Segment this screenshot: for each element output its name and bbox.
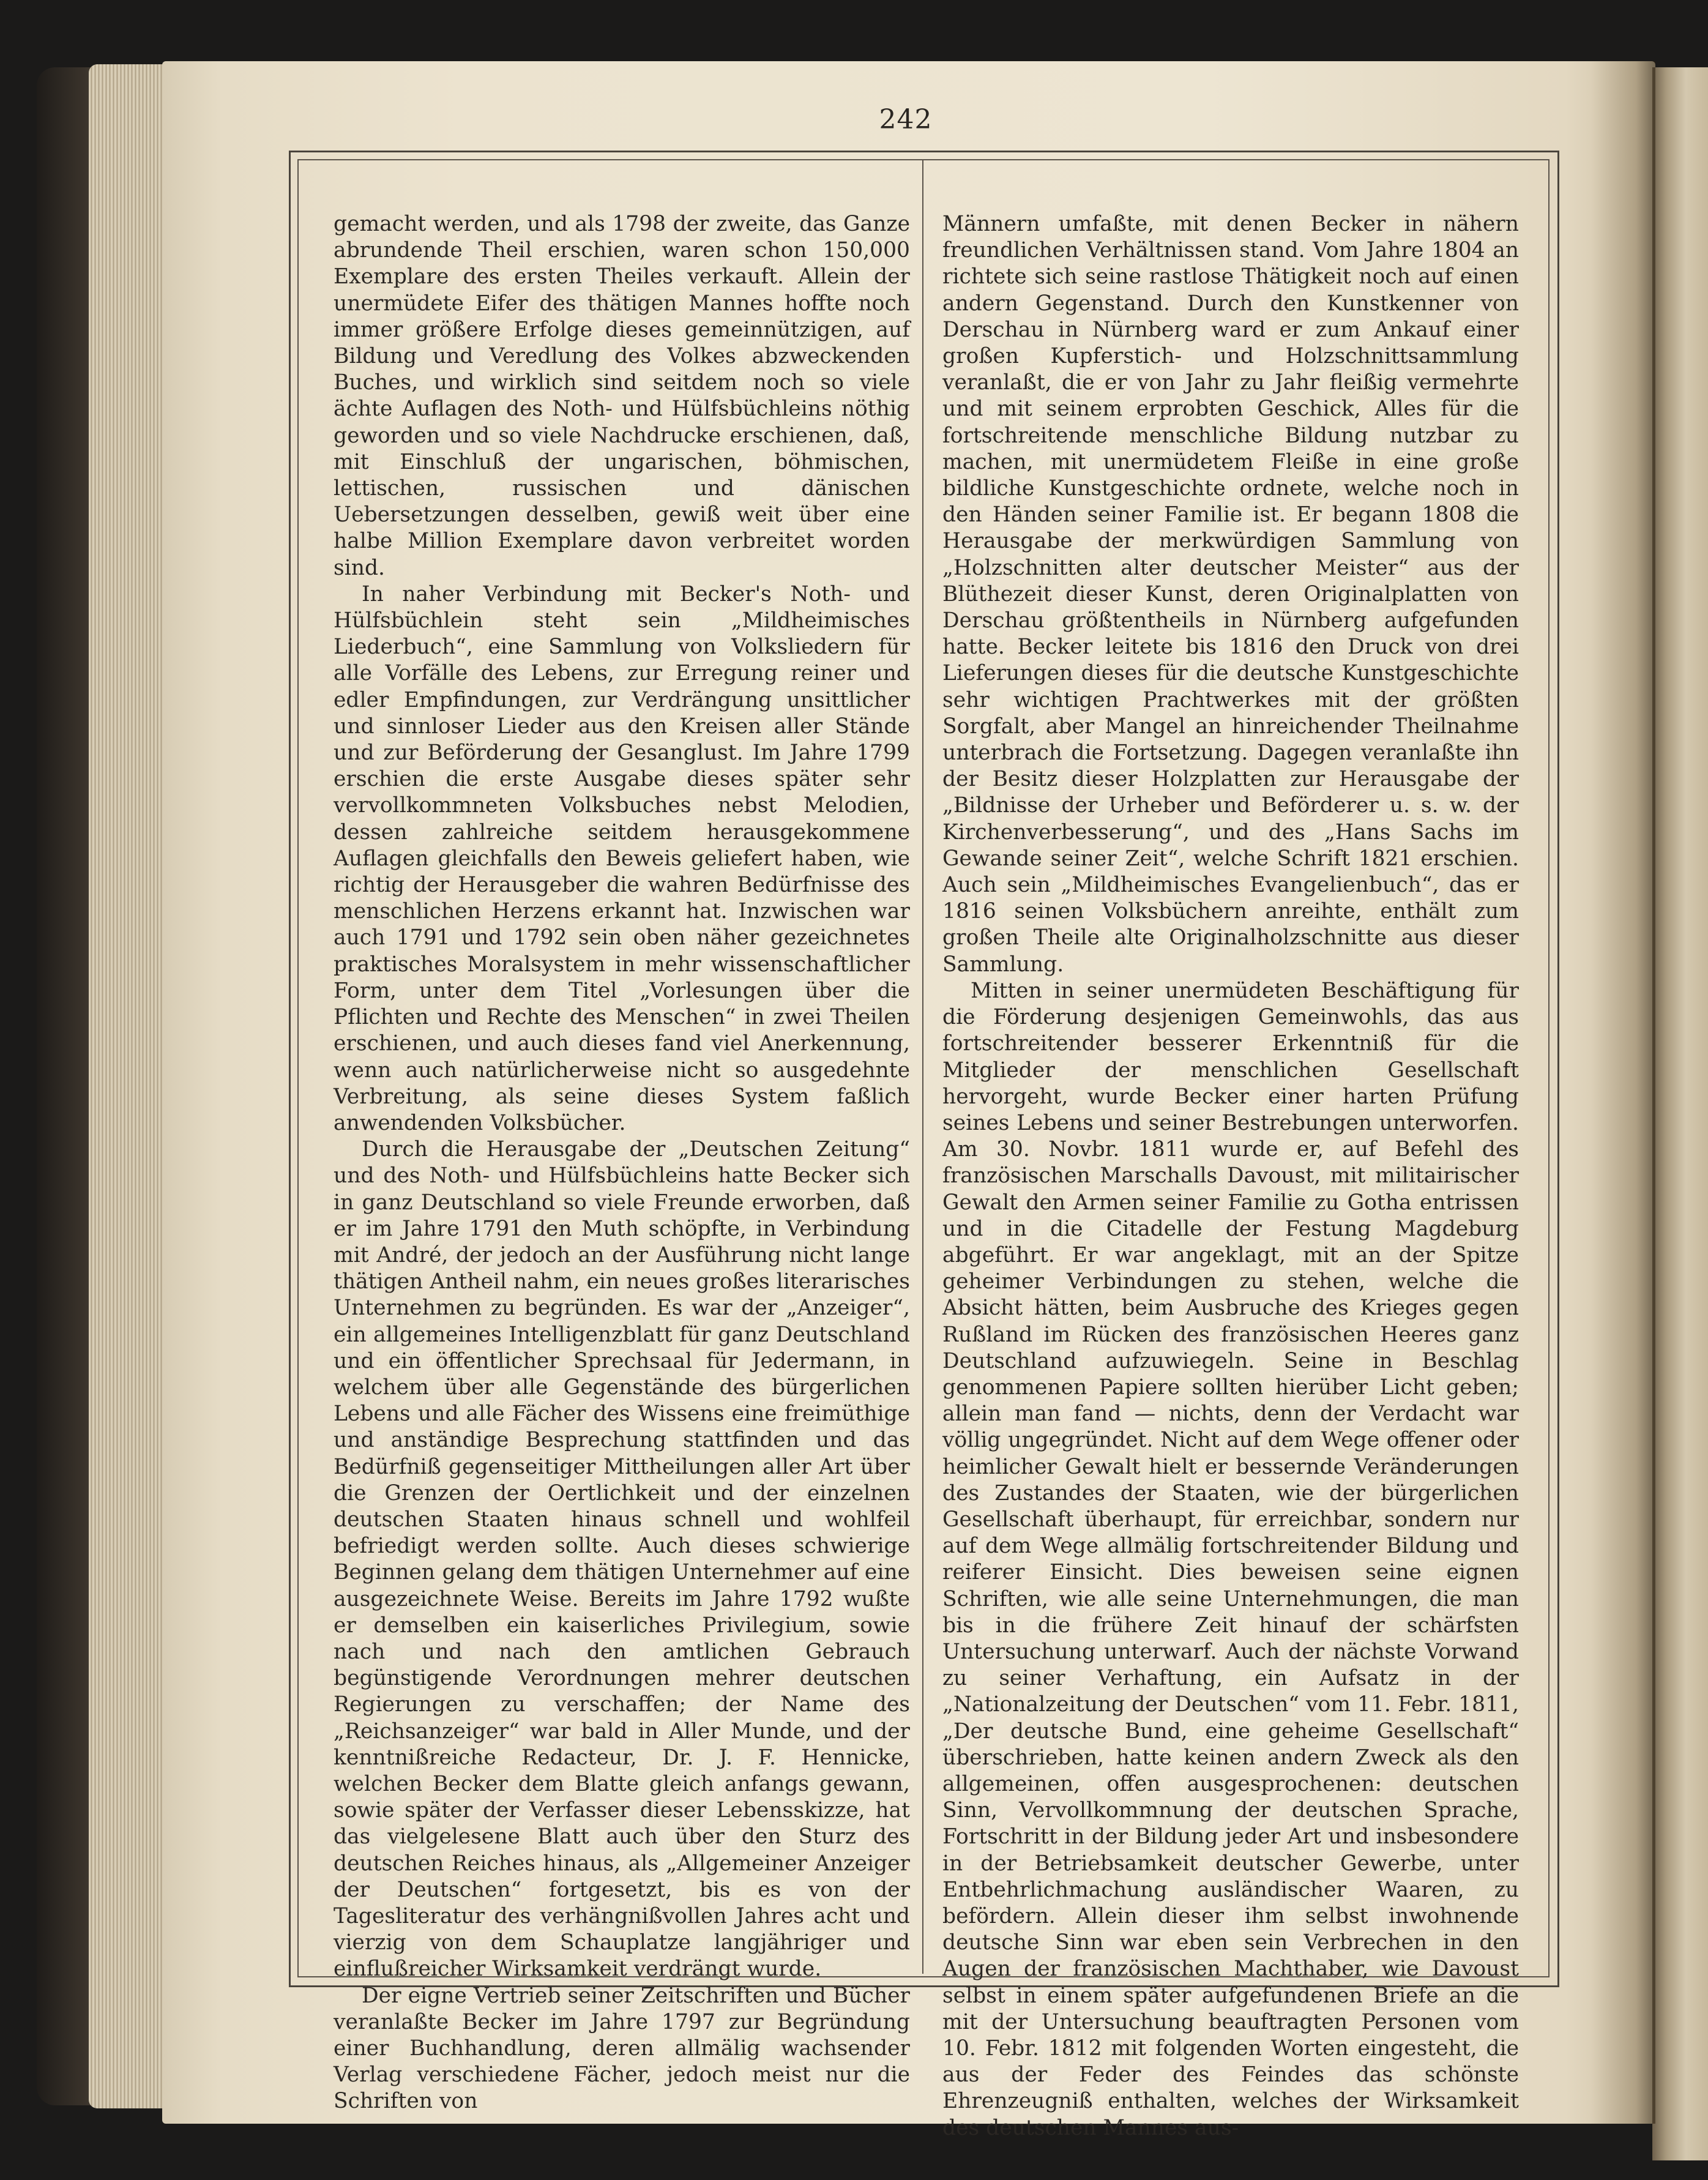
paragraph: gemacht werden, und als 1798 der zweite, das Ganze abrundende Theil erschien, waren schon 150,000 Exemplare des ersten Theiles verkauft. Allein der unermüdete Eifer des thätigen Mannes hoffte noch immer größere Erfolge dieses gemeinnützigen, auf Bildung und Veredlung des Volkes abzweckenden Buches, und wirklich sind seitdem noch so viele ächte Auflagen des Noth- und Hülfsbüchleins nöthig geworden und so viele Nachdrucke erschienen, daß, mit Einschluß der ungarischen, böhmischen, lettischen, russischen und dänischen Uebersetzungen desselben, gewiß weit über eine halbe Million Exemplare davon verbreitet worden sind. xyxy=(334,212,910,580)
facing-page-edge xyxy=(1652,67,1708,2160)
right-column xyxy=(942,211,1519,2141)
page-number: 242 xyxy=(879,104,933,135)
column-divider xyxy=(922,160,923,1974)
paragraph: Der eigne Vertrieb seiner Zeitschriften und Bücher veranlaßte Becker im Jahre 1797 zur Begründung einer Buchhandlung, deren allmälig wachsender Verlag verschiedene Fächer, jedoch meist nur die Schriften von xyxy=(334,1983,910,2114)
paragraph: Männern umfaßte, mit denen Becker in nähern freundlichen Verhältnissen stand. Vom Jahre 1804 an richtete sich seine rastlose Thätigkeit noch auf einen andern Gegenstand. Durch den Kunstkenner von Derschau in Nürnberg ward er zum Ankauf einer großen Kupferstich- und Holzschnittsammlung veranlaßt, die er von Jahr zu Jahr fleißig vermehrte und mit seinem erprobten Geschick, Alles für die fortschreitende menschliche Bildung nutzbar zu machen, mit unermüdetem Fleiße in eine große bildliche Kunstgeschichte ordnete, welche noch in den Händen seiner Familie ist. Er begann 1808 die Herausgabe der merkwürdigen Sammlung von „Holzschnitten alter deutscher Meister“ aus der Blüthezeit dieser Kunst, deren Originalplatten von Derschau größtentheils in Nürnberg aufgefunden hatte. Becker leitete bis 1816 den Druck von drei Lieferungen dieses für die deutsche Kunstgeschichte sehr wichtigen Prachtwerkes mit der größten Sorgfalt, aber Mangel an hinreichender Theilnahme unterbrach die Fortsetzung. Dagegen veranlaßte ihn der Besitz dieser Holzplatten zur Herausgabe der „Bildnisse der Urheber und Beförderer u. s. w. der Kirchenverbesserung“, und des „Hans Sachs im Gewande seiner Zeit“, welche Schrift 1821 erschien. Auch sein „Mildheimisches Evangelienbuch“, das er 1816 seinen Volksbüchern anreihte, enthält zum großen Theile alte Originalholzschnitte aus dieser Sammlung. xyxy=(942,212,1519,977)
paragraph: Durch die Herausgabe der „Deutschen Zeitung“ und des Noth- und Hülfsbüchleins hatte Becker sich in ganz Deutschland so viele Freunde erworben, daß er im Jahre 1791 den Muth schöpfte, in Verbindung mit André, der jedoch an der Ausführung nicht lange thätigen Antheil nahm, ein neues großes literarisches Unternehmen zu begründen. Es war der „Anzeiger“, ein allgemeines Intelligenzblatt für ganz Deutschland und ein öffentlicher Sprechsaal für Jedermann, in welchem über alle Gegenstände des bürgerlichen Lebens und alle Fächer des Wissens eine freimüthige und anständige Besprechung stattfinden und das Bedürfniß gegenseitiger Mittheilungen aller Art über die Grenzen der Oertlichkeit und der einzelnen deutschen Staaten hinaus schnell und wohlfeil befriedigt werden sollte. Auch dieses schwierige Beginnen gelang dem thätigen Unternehmer auf eine ausgezeichnete Weise. Bereits im Jahre 1792 wußte er demselben ein kaiserliches Privilegium, sowie nach und nach den amtlichen Gebrauch begünstigende Verordnungen mehrer deutschen Regierungen zu verschaffen; der Name des „Reichsanzeiger“ war bald in Aller Munde, und der kenntnißreiche Redacteur, Dr. J. F. Hennicke, welchen Becker dem Blatte gleich anfangs gewann, sowie später der Verfasser dieser Lebensskizze, hat das vielgelesene Blatt auch über den Sturz des deutschen Reiches hinaus, als „Allgemeiner Anzeiger der Deutschen“ fortgesetzt, bis es von der Tagesliteratur des verhängnißvollen Jahres acht und vierzig von dem Schauplatze langjähriger und einflußreicher Wirksamkeit verdrängt wurde. xyxy=(334,1137,910,1982)
paragraph: Mitten in seiner unermüdeten Beschäftigung für die Förderung desjenigen Gemeinwohls, das aus fortschreitender besserer Erkenntniß für die Mitglieder der menschlichen Gesellschaft hervorgeht, wurde Becker einer harten Prüfung seines Lebens und seiner Bestrebungen unterworfen. Am 30. Novbr. 1811 wurde er, auf Befehl des französischen Marschalls Davoust, mit militairischer Gewalt den Armen seiner Familie zu Gotha entrissen und in die Citadelle der Festung Magdeburg abgeführt. Er war angeklagt, mit an der Spitze geheimer Verbindungen zu stehen, welche die Absicht hätten, beim Ausbruche des Krieges gegen Rußland im Rücken des französischen Heeres ganz Deutschland aufzuwiegeln. Seine in Beschlag genommenen Papiere sollten hierüber Licht geben; allein man fand — nichts, denn der Verdacht war völlig ungegründet. Nicht auf dem Wege offener oder heimlicher Gewalt hielt er bessernde Veränderungen des Zustandes der Staaten, wie der bürgerlichen Gesellschaft überhaupt, für erreichbar, sondern nur auf dem Wege allmälig fortschreitender Bildung und reiferer Einsicht. Dies beweisen seine eignen Schriften, wie alle seine Unternehmungen, die man bis in die frühere Zeit hinauf der schärfsten Untersuchung unterwarf. Auch der nächste Vorwand zu seiner Verhaftung, ein Aufsatz in der „Nationalzeitung der Deutschen“ vom 11. Febr. 1811, „Der deutsche Bund, eine geheime Gesellschaft“ überschrieben, hatte keinen andern Zweck als den allgemeinen, offen ausgesprochenen: deutschen Sinn, Vervollkommnung der deutschen Sprache, Fortschritt in der Bildung jeder Art und insbesondere in der Betriebsamkeit deutscher Gewerbe, unter Entbehrlichmachung ausländischer Waaren, zu befördern. Allein dieser ihm selbst inwohnende deutsche Sinn war eben sein Verbrechen in den Augen der französischen Machthaber, wie Davoust selbst in einem später aufgefundenen Briefe an die mit der Untersuchung beauftragten Personen vom 10. Febr. 1812 mit folgenden Worten eingesteht, die aus der Feder des Feindes das schönste Ehrenzeugniß enthalten, welches der Wirksamkeit des deutschen Mannes aus- xyxy=(942,978,1519,2140)
paragraph: In naher Verbindung mit Becker's Noth- und Hülfsbüchlein steht sein „Mildheimisches Liederbuch“, eine Sammlung von Volksliedern für alle Vorfälle des Lebens, zur Erregung reiner und edler Empfindungen, zur Verdrängung unsittlicher und sinnloser Lieder aus den Kreisen aller Stände und zur Beförderung der Gesanglust. Im Jahre 1799 erschien die erste Ausgabe dieses später sehr vervollkommneten Volksbuches nebst Melodien, dessen zahlreiche seitdem herausgekommene Auflagen gleichfalls den Beweis geliefert haben, wie richtig der Herausgeber die wahren Bedürfnisse des menschlichen Herzens erkannt hat. Inzwischen war auch 1791 und 1792 sein oben näher gezeichnetes praktisches Moralsystem in mehr wissenschaftlicher Form, unter dem Titel „Vorlesungen über die Pflichten und Rechte des Menschen“ in zwei Theilen erschienen, und auch dieses fand viel Anerkennung, wenn auch natürlicherweise nicht so ausgedehnte Verbreitung, als seine dieses System faßlich anwendenden Volksbücher. xyxy=(334,581,910,1135)
gutter-shadow xyxy=(1591,61,1655,2124)
left-column xyxy=(334,211,910,2115)
